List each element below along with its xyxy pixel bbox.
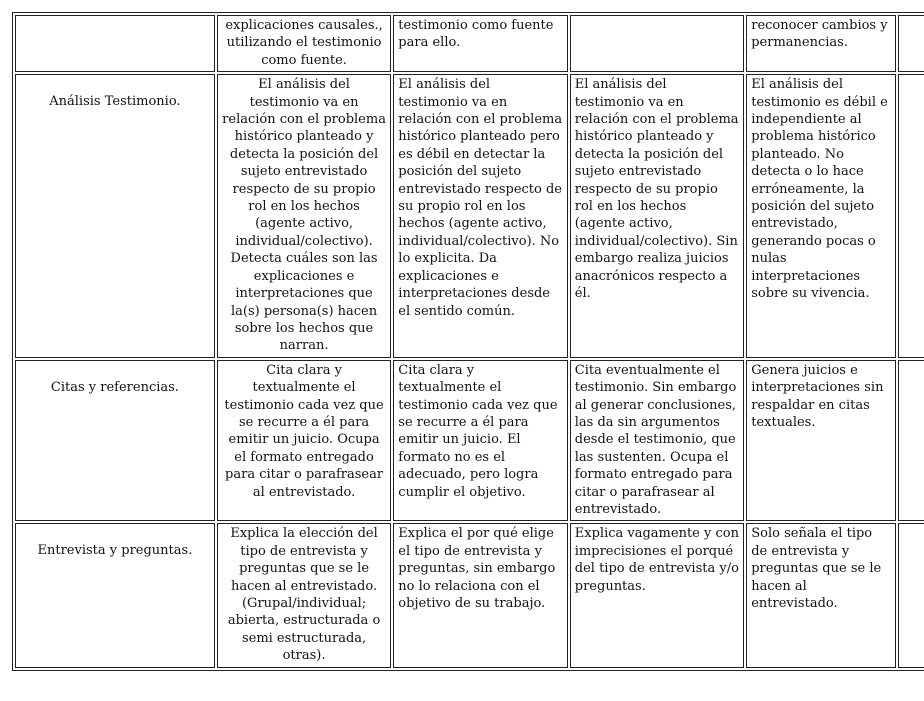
rubric-row-continuation <box>15 15 924 72</box>
cut-off-cell <box>898 523 924 667</box>
level-1-cell: Explica la elección del tipo de entrevista y preguntas que se le hacen al entrevistado. (Grupal/individual; abierta, estructurada o semi estructurada, otras). <box>217 523 391 667</box>
level-3-cell: El análisis del testimonio va en relación con el problema histórico planteado y detecta la posición del sujeto entrevistado respecto de su propio rol en los hechos (agente activo, individual/colectivo). Sin embargo realiza juicios anacrónicos respecto a él. <box>570 74 744 358</box>
level-4-cell: Genera juicios e interpretaciones sin respaldar en citas textuales. <box>746 360 896 522</box>
level-2-cell: testimonio como fuente para ello. <box>393 15 567 72</box>
level-3-cell: Explica vagamente y con imprecisiones el porqué del tipo de entrevista y/o preguntas. <box>570 523 744 667</box>
cut-off-cell <box>898 74 924 358</box>
criterion-label: Citas y referencias. <box>15 360 215 522</box>
level-2-cell: Cita clara y textualmente el testimonio cada vez que se recurre a él para emitir un juicio. El formato no es el adecuado, pero logra cumplir el objetivo. <box>393 360 567 522</box>
criterion-label <box>15 15 215 72</box>
level-4-cell: El análisis del testimonio es débil e independiente al problema histórico planteado. No detecta o lo hace erróneamente, la posición del sujeto entrevistado, generando pocas o nulas interpretaciones sobre su vivencia. <box>746 74 896 358</box>
level-1-cell: Cita clara y textualmente el testimonio cada vez que se recurre a él para emitir un juicio. Ocupa el formato entregado para citar o parafrasear al entrevistado. <box>217 360 391 522</box>
level-2-cell: Explica el por qué elige el tipo de entrevista y preguntas, sin embargo no lo relaciona con el objetivo de su trabajo. <box>393 523 567 667</box>
level-1-cell: explicaciones causales., utilizando el testimonio como fuente. <box>217 15 391 72</box>
level-4-cell: Solo señala el tipo de entrevista y preguntas que se le hacen al entrevistado. <box>746 523 896 667</box>
criterion-label: Entrevista y preguntas. <box>15 523 215 667</box>
cut-off-cell <box>898 360 924 522</box>
level-2-cell: El análisis del testimonio va en relación con el problema histórico planteado pero es débil en detectar la posición del sujeto entrevistado respecto de su propio rol en los hechos (agente activo, individual/colectivo). No lo explicita. Da explicaciones e interpretaciones desde el sentido común. <box>393 74 567 358</box>
level-4-cell: reconocer cambios y permanencias. <box>746 15 896 72</box>
level-1-cell: El análisis del testimonio va en relación con el problema histórico planteado y detecta la posición del sujeto entrevistado respecto de su propio rol en los hechos (agente activo, individual/colectivo). Detecta cuáles son las explicaciones e interpretaciones que la(s) persona(s) hacen sobre los hechos que narran. <box>217 74 391 358</box>
rubric-row-analisis-testimonio <box>15 74 924 358</box>
rubric-table <box>12 12 924 671</box>
level-3-cell: Cita eventualmente el testimonio. Sin embargo al generar conclusiones, las da sin argumentos desde el testimonio, que las sustenten. Ocupa el formato entregado para citar o parafrasear al entrevistado. <box>570 360 744 522</box>
criterion-label: Análisis Testimonio. <box>15 74 215 358</box>
rubric-row-citas-referencias <box>15 360 924 522</box>
rubric-row-entrevista-preguntas <box>15 523 924 667</box>
cut-off-cell <box>898 15 924 72</box>
level-3-cell <box>570 15 744 72</box>
